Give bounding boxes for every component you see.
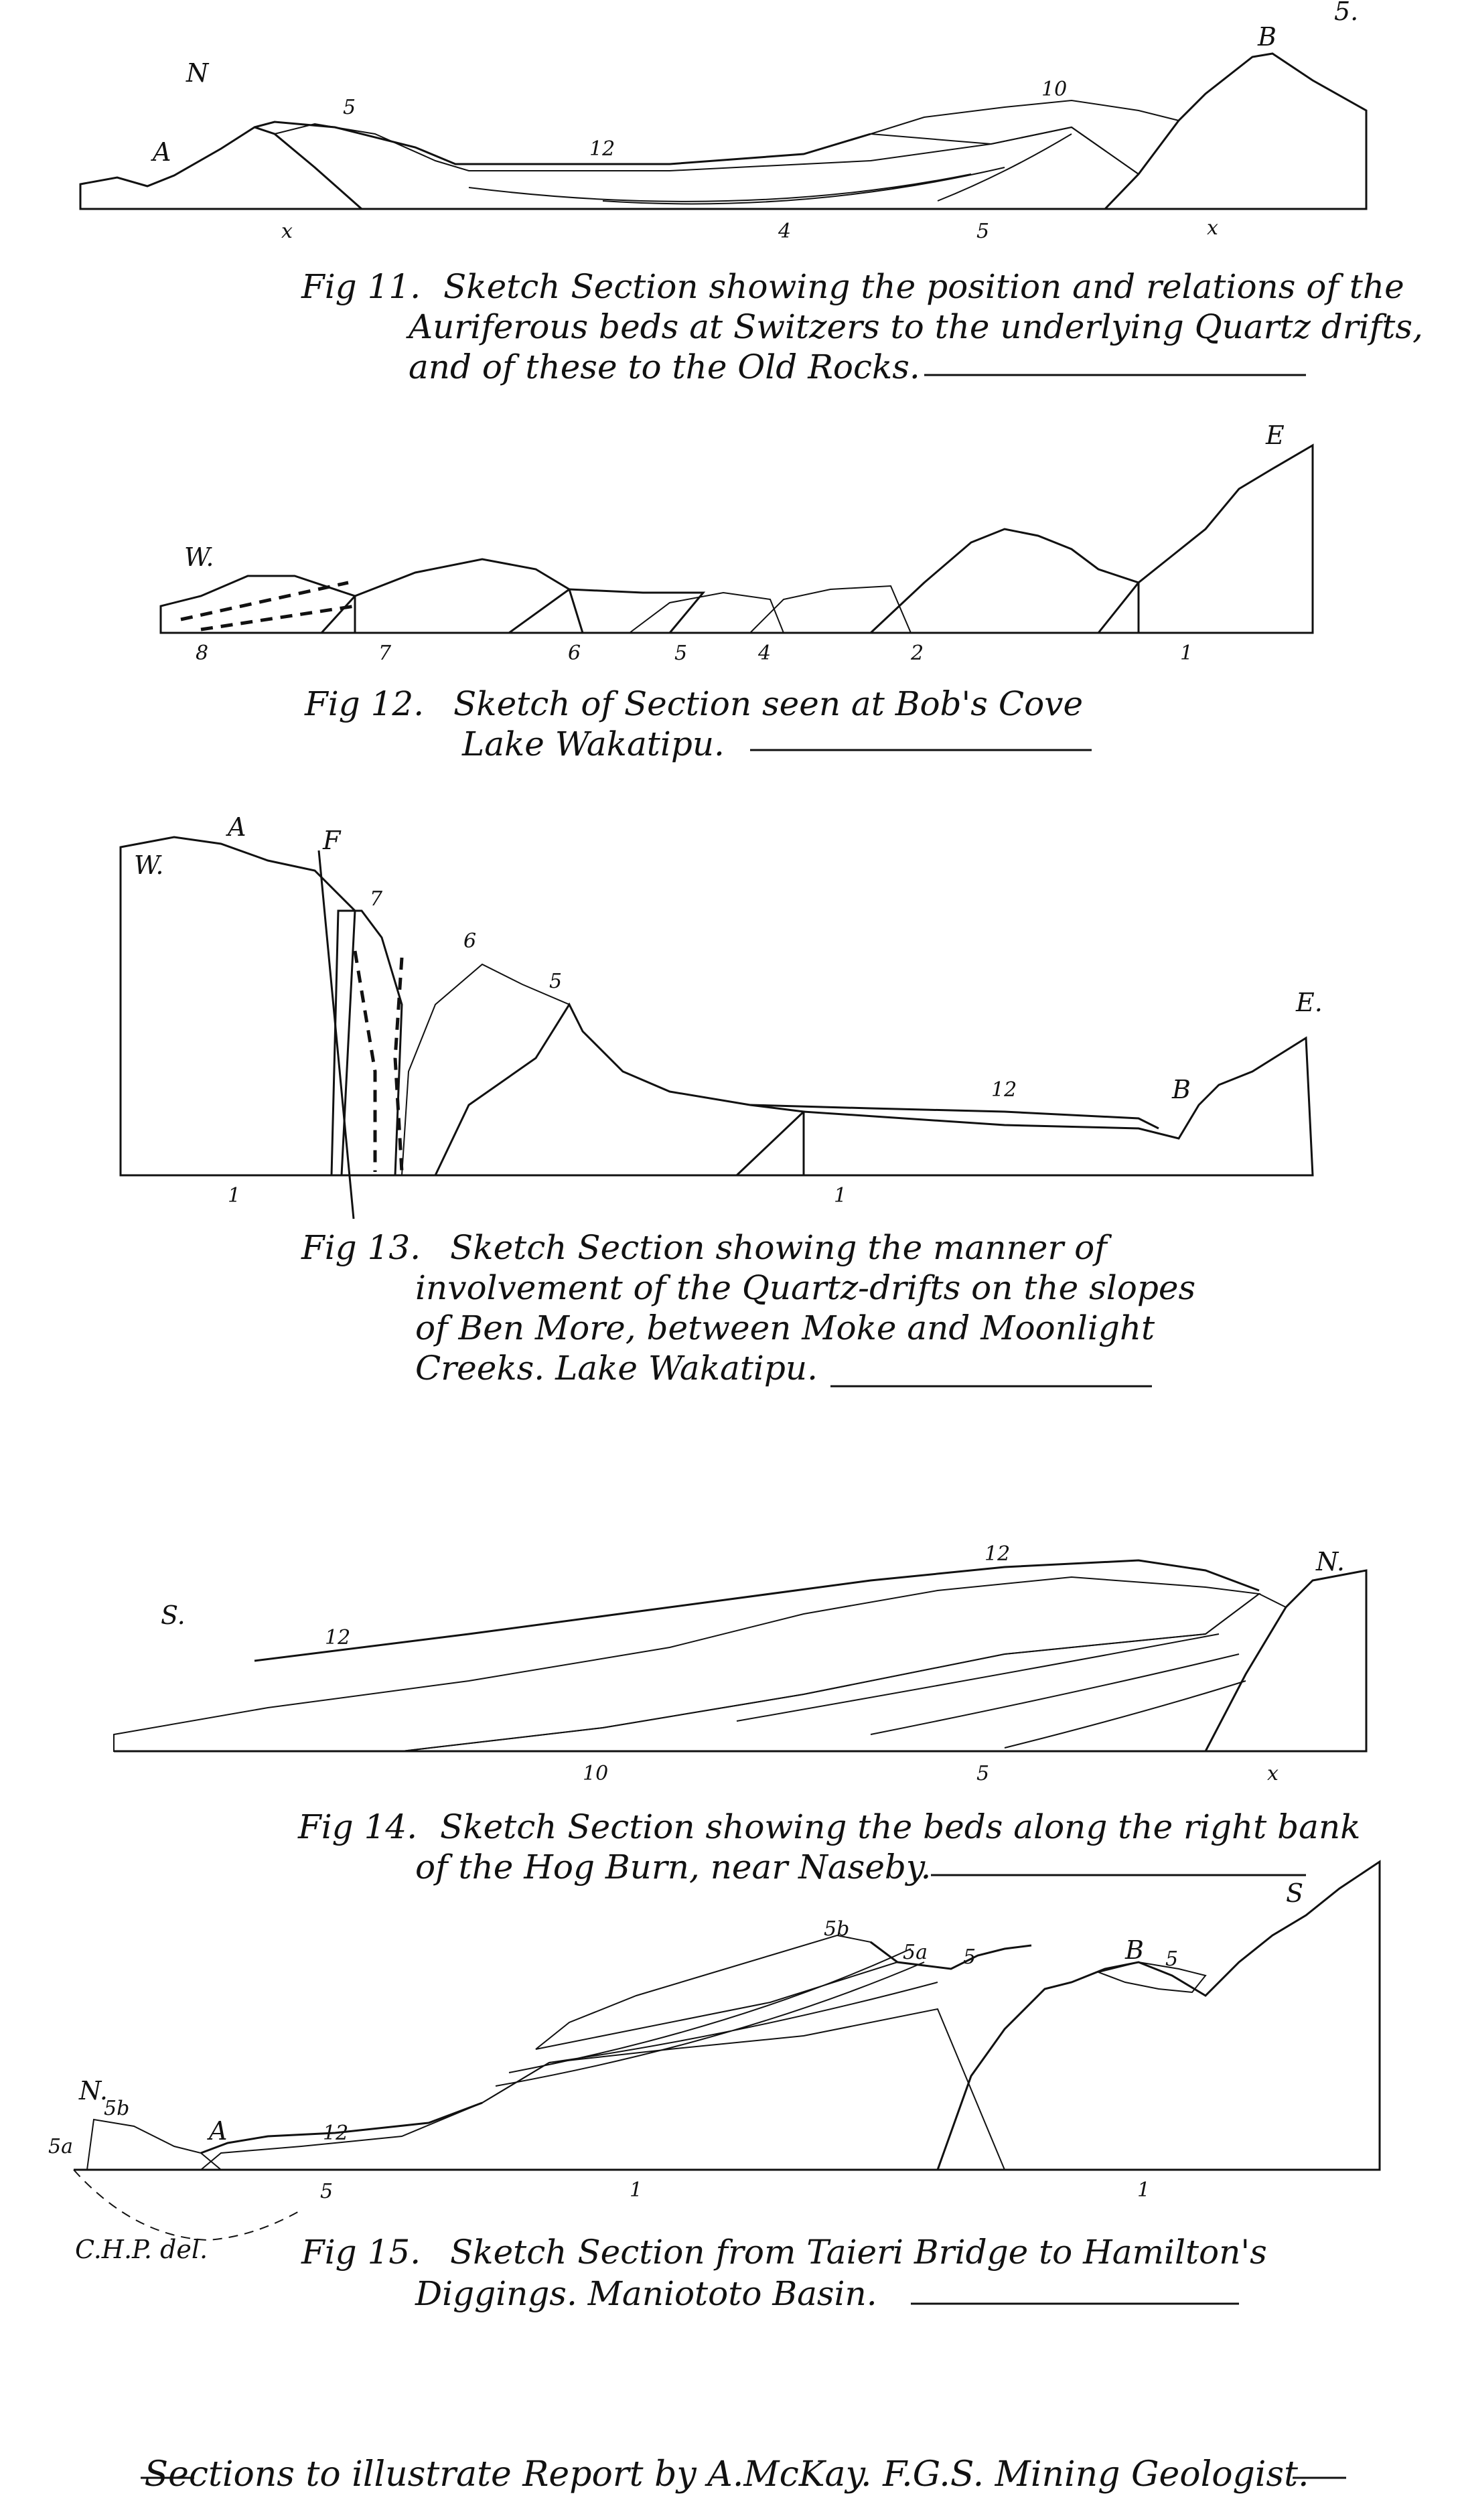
fig12-label-2: 2 (911, 642, 924, 665)
fig15-caption-text-1: Sketch Section from Taieri Bridge to Hamilton's (450, 2233, 1267, 2272)
fig12-bed-2 (871, 529, 1139, 633)
fig12-label-W: W. (184, 542, 214, 572)
fig14-label-S: S. (161, 1601, 186, 1630)
fig15-label-5b-right: 5b (824, 1917, 850, 1941)
fig14-caption-line-1 (297, 1807, 1360, 1846)
fig12-label-7: 7 (378, 642, 392, 665)
fig11-caption-text-1: Sketch Section showing the position and relations of the (443, 267, 1404, 306)
fig13-caption-line-2: involvement of the Quartz-drifts on the slopes (415, 1268, 1196, 1307)
fig12-bed-8-dashes (181, 583, 355, 629)
fig11-caption-line-3: and of these to the Old Rocks. (409, 348, 920, 386)
fig13-label-12: 12 (991, 1078, 1017, 1102)
fig13-caption-line-4: Creeks. Lake Wakatipu. (415, 1349, 818, 1388)
fig15-label-5b-left: 5b (104, 2097, 130, 2120)
fig15-label-5a-left: 5a (48, 2135, 73, 2158)
fig11-caption-line-2: Auriferous beds at Switzers to the underlying Quartz drifts, (409, 307, 1423, 346)
fig15-basin-beds-left (87, 2120, 221, 2170)
fig11-label-5-top: 5 (343, 96, 356, 119)
fig14-caption-text-1: Sketch Section showing the beds along the right bank (440, 1807, 1361, 1846)
fig15-sands-5-lower (201, 2009, 1005, 2170)
fig13-label-F: F (323, 826, 341, 855)
sheet-number: 5. (1334, 0, 1359, 26)
fig11-label-10: 10 (1041, 78, 1068, 101)
fig11-label-x-right: x (1207, 216, 1218, 240)
fig13-label-5: 5 (549, 970, 563, 993)
fig13-fig-label: Fig 13. (301, 1228, 421, 1267)
fig13-label-B: B (1172, 1075, 1191, 1104)
figure-13 (121, 812, 1323, 1388)
fig14-surface-12 (254, 1560, 1259, 1661)
fig14-sands-5 (402, 1594, 1286, 1751)
figure-11 (80, 22, 1423, 386)
fig13-label-1-left: 1 (228, 1184, 241, 1207)
fig12-label-E: E (1266, 421, 1285, 450)
fig11-caption-line-1 (301, 267, 1404, 306)
fig12-bed-5 (630, 593, 784, 633)
fig11-label-N: N (186, 58, 209, 88)
figure-15 (48, 1862, 1380, 2313)
fig11-label-x-left: x (281, 220, 293, 243)
fig12-fig-label: Fig 12. (305, 684, 425, 723)
fig12-caption-line-2: Lake Wakatipu. (462, 725, 725, 763)
fig11-old-rocks-right (1105, 54, 1366, 209)
fig12-bed-6 (509, 589, 703, 633)
fig12-bed-8 (161, 576, 355, 633)
fig11-label-5-bottom: 5 (976, 220, 990, 243)
fig13-caption-line-1 (301, 1228, 1112, 1267)
fig15-label-5a-right: 5a (903, 1941, 928, 1964)
fig15-old-rocks (938, 1862, 1380, 2170)
fig11-quartz-drift-5 (275, 124, 1139, 209)
fig15-beds-5a (482, 1949, 938, 2103)
fig15-label-A: A (209, 2116, 228, 2146)
figure-12 (161, 421, 1313, 763)
fig11-label-A: A (153, 137, 171, 167)
fig13-old-rocks-centre (435, 1005, 804, 1175)
figure-14 (114, 1542, 1366, 1886)
fig11-label-12: 12 (589, 137, 615, 161)
fig12-caption-line-1 (304, 684, 1083, 723)
fig14-label-x: x (1267, 1762, 1279, 1785)
fig15-label-12: 12 (323, 2122, 349, 2145)
fig13-label-7: 7 (370, 887, 383, 911)
fig15-label-B: B (1125, 1935, 1144, 1965)
fig11-gravel-10 (871, 100, 1179, 174)
fig12-bed-7 (321, 559, 583, 633)
fig12-caption-text-1: Sketch of Section seen at Bob's Cove (453, 684, 1084, 723)
fig15-label-5-hill: 5 (1165, 1947, 1179, 1971)
fig15-caption-line-2: Diggings. Maniototo Basin. (415, 2274, 877, 2313)
fig13-bed-7 (332, 911, 402, 1175)
fig13-label-A: A (228, 812, 246, 842)
fig13-label-6: 6 (463, 930, 477, 953)
fig13-caption-line-3: of Ben More, between Moke and Moonlight (415, 1309, 1155, 1347)
fig13-label-1-right: 1 (834, 1184, 847, 1207)
fig12-label-6: 6 (568, 642, 581, 665)
fig13-bed-5 (402, 964, 569, 1175)
fig15-label-S: S (1286, 1878, 1304, 1908)
fig14-old-rocks-x (1206, 1570, 1366, 1751)
fig11-fig-label: Fig 11. (301, 267, 421, 306)
fig12-label-5: 5 (674, 642, 688, 665)
fig12-bed-4 (750, 586, 911, 633)
fig14-label-12-top: 12 (985, 1542, 1011, 1566)
fig15-label-1-left: 1 (630, 2178, 643, 2202)
fig11-alluvium-12 (254, 122, 871, 164)
fig13-alluvium-12 (750, 1105, 1159, 1128)
fig11-label-B: B (1258, 22, 1277, 52)
fig13-label-W: W. (134, 850, 164, 880)
fig12-label-8: 8 (196, 642, 209, 665)
fig15-fig-label: Fig 15. (301, 2233, 421, 2272)
fig13-old-rocks-left (121, 837, 355, 1175)
fig15-label-5-mid: 5 (963, 1945, 976, 1969)
fig15-label-5-bottom: 5 (320, 2180, 334, 2203)
fig14-sand-beds (737, 1634, 1246, 1748)
fig12-label-1: 1 (1180, 642, 1193, 665)
fig12-bed-1 (1098, 445, 1313, 633)
fig11-old-rocks-left (80, 127, 362, 209)
plate-footer-title: Sections to illustrate Report by A.McKay. F.G.S. Mining Geologist. (144, 2454, 1309, 2495)
fig14-label-5: 5 (976, 1762, 990, 1785)
fig15-caption-line-1 (301, 2233, 1267, 2272)
fig14-fig-label: Fig 14. (298, 1807, 418, 1846)
fig12-label-4: 4 (758, 642, 772, 665)
fig15-beds-5b (536, 1935, 897, 2049)
fig14-gravel-10 (114, 1577, 1259, 1751)
fig14-caption-line-2: of the Hog Burn, near Naseby. (415, 1848, 932, 1886)
fig15-credit: C.H.P. del. (75, 2235, 208, 2264)
fig11-label-4: 4 (778, 220, 792, 243)
fig14-label-12-left: 12 (325, 1626, 351, 1649)
fig15-label-1-right: 1 (1137, 2178, 1151, 2202)
fig15-buried-channel (74, 2170, 301, 2240)
fig14-label-N: N. (1316, 1547, 1345, 1576)
fig13-label-E: E. (1296, 988, 1323, 1017)
fig13-caption-text-1: Sketch Section showing the manner of (450, 1228, 1107, 1267)
fig11-beds-lines (469, 134, 1072, 204)
fig15-label-N: N. (79, 2076, 108, 2105)
fig14-label-10: 10 (583, 1762, 609, 1785)
